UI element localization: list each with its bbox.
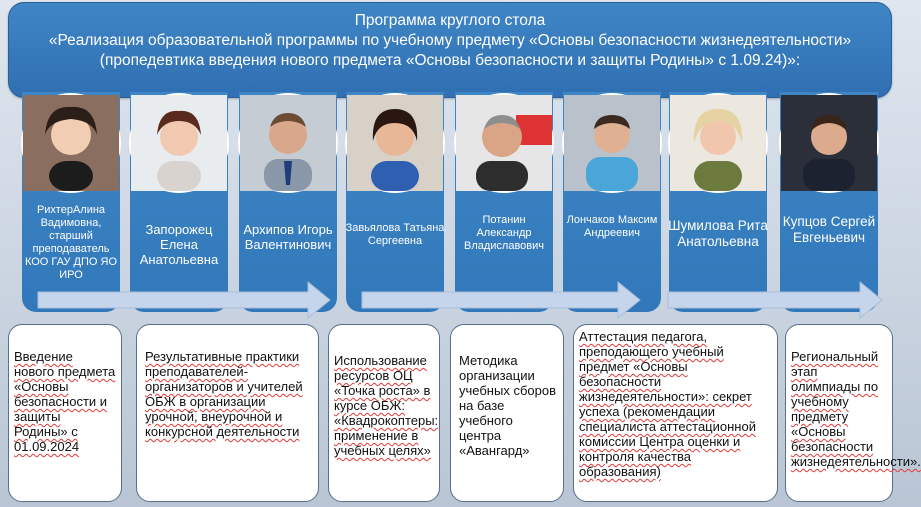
speaker-photo: [670, 95, 766, 191]
speaker-photo: [456, 95, 552, 191]
topic-text: Результативные практики преподавателей-организаторов и учителей ОБЖ в организации урочной, внеурочной и конкурсной деятельности: [145, 349, 303, 439]
flow-arrow: [38, 280, 332, 320]
speaker-photo: [23, 95, 119, 191]
program-title: Программа круглого стола: [354, 12, 546, 29]
flow-arrow: [362, 280, 642, 320]
topic-card: [136, 324, 319, 502]
speaker-name: Шумилова Рита Анатольевна: [668, 218, 768, 249]
topic-card: [328, 324, 440, 502]
topic-card: [785, 324, 921, 502]
topic-text: Методика организации учебных сборов на базе учебного центра «Авангард»: [459, 353, 556, 458]
speaker-name: Потанин Александр Владиславович: [463, 214, 545, 252]
topic-text: Введение нового предмета «Основы безопасности и защиты Родины» с 01.09.2024: [14, 349, 116, 454]
topic-text: Аттестация педагога, преподающего учебный предмет «Основы безопасности жизнедеятельности»: секрет успеха (рекомендации специалиста аттестационной комиссии Центра оценки и контроля качества образования): [579, 329, 756, 479]
topic-card: [450, 324, 564, 502]
flow-arrow: [668, 280, 884, 320]
speaker-photo: [347, 95, 443, 191]
speaker-name: РихтерАлина Вадимовна, старший преподаватель КОО ГАУ ДПО ЯО ИРО: [24, 204, 118, 281]
speaker-photo: [131, 95, 227, 191]
speaker-photo: [240, 95, 336, 191]
topic-card: [8, 324, 122, 502]
speaker-name: Запорожец Елена Анатольевна: [139, 222, 219, 267]
topic-text: Региональный этап олимпиады по учебному предмету «Основы безопасности жизнедеятельности».: [791, 349, 921, 469]
speaker-name: Купцов Сергей Евгеньевич: [782, 214, 876, 245]
speaker-name: Архипов Игорь Валентинович: [243, 222, 333, 252]
program-subtitle: «Реализация образовательной программы по учебному предмету «Основы безопасности жизнедеятельности»: [48, 32, 852, 49]
program-note: (пропедевтика введения нового предмета «Основы безопасности и защиты Родины» с 1.09.24)»:: [99, 52, 801, 69]
speaker-name: Лончаков Максим Андреевич: [566, 214, 658, 239]
speaker-photo: [564, 95, 660, 191]
speaker-photo: [781, 95, 877, 191]
program-header: [8, 2, 892, 98]
topic-text: Использование ресурсов ОЦ «Точка роста» в курсе ОБЖ: «Квадрокоптеры: применение в учебных целях»: [334, 353, 439, 458]
speaker-name: Завьялова Татьяна Сергеевна: [345, 222, 445, 247]
topic-card: [573, 324, 778, 502]
